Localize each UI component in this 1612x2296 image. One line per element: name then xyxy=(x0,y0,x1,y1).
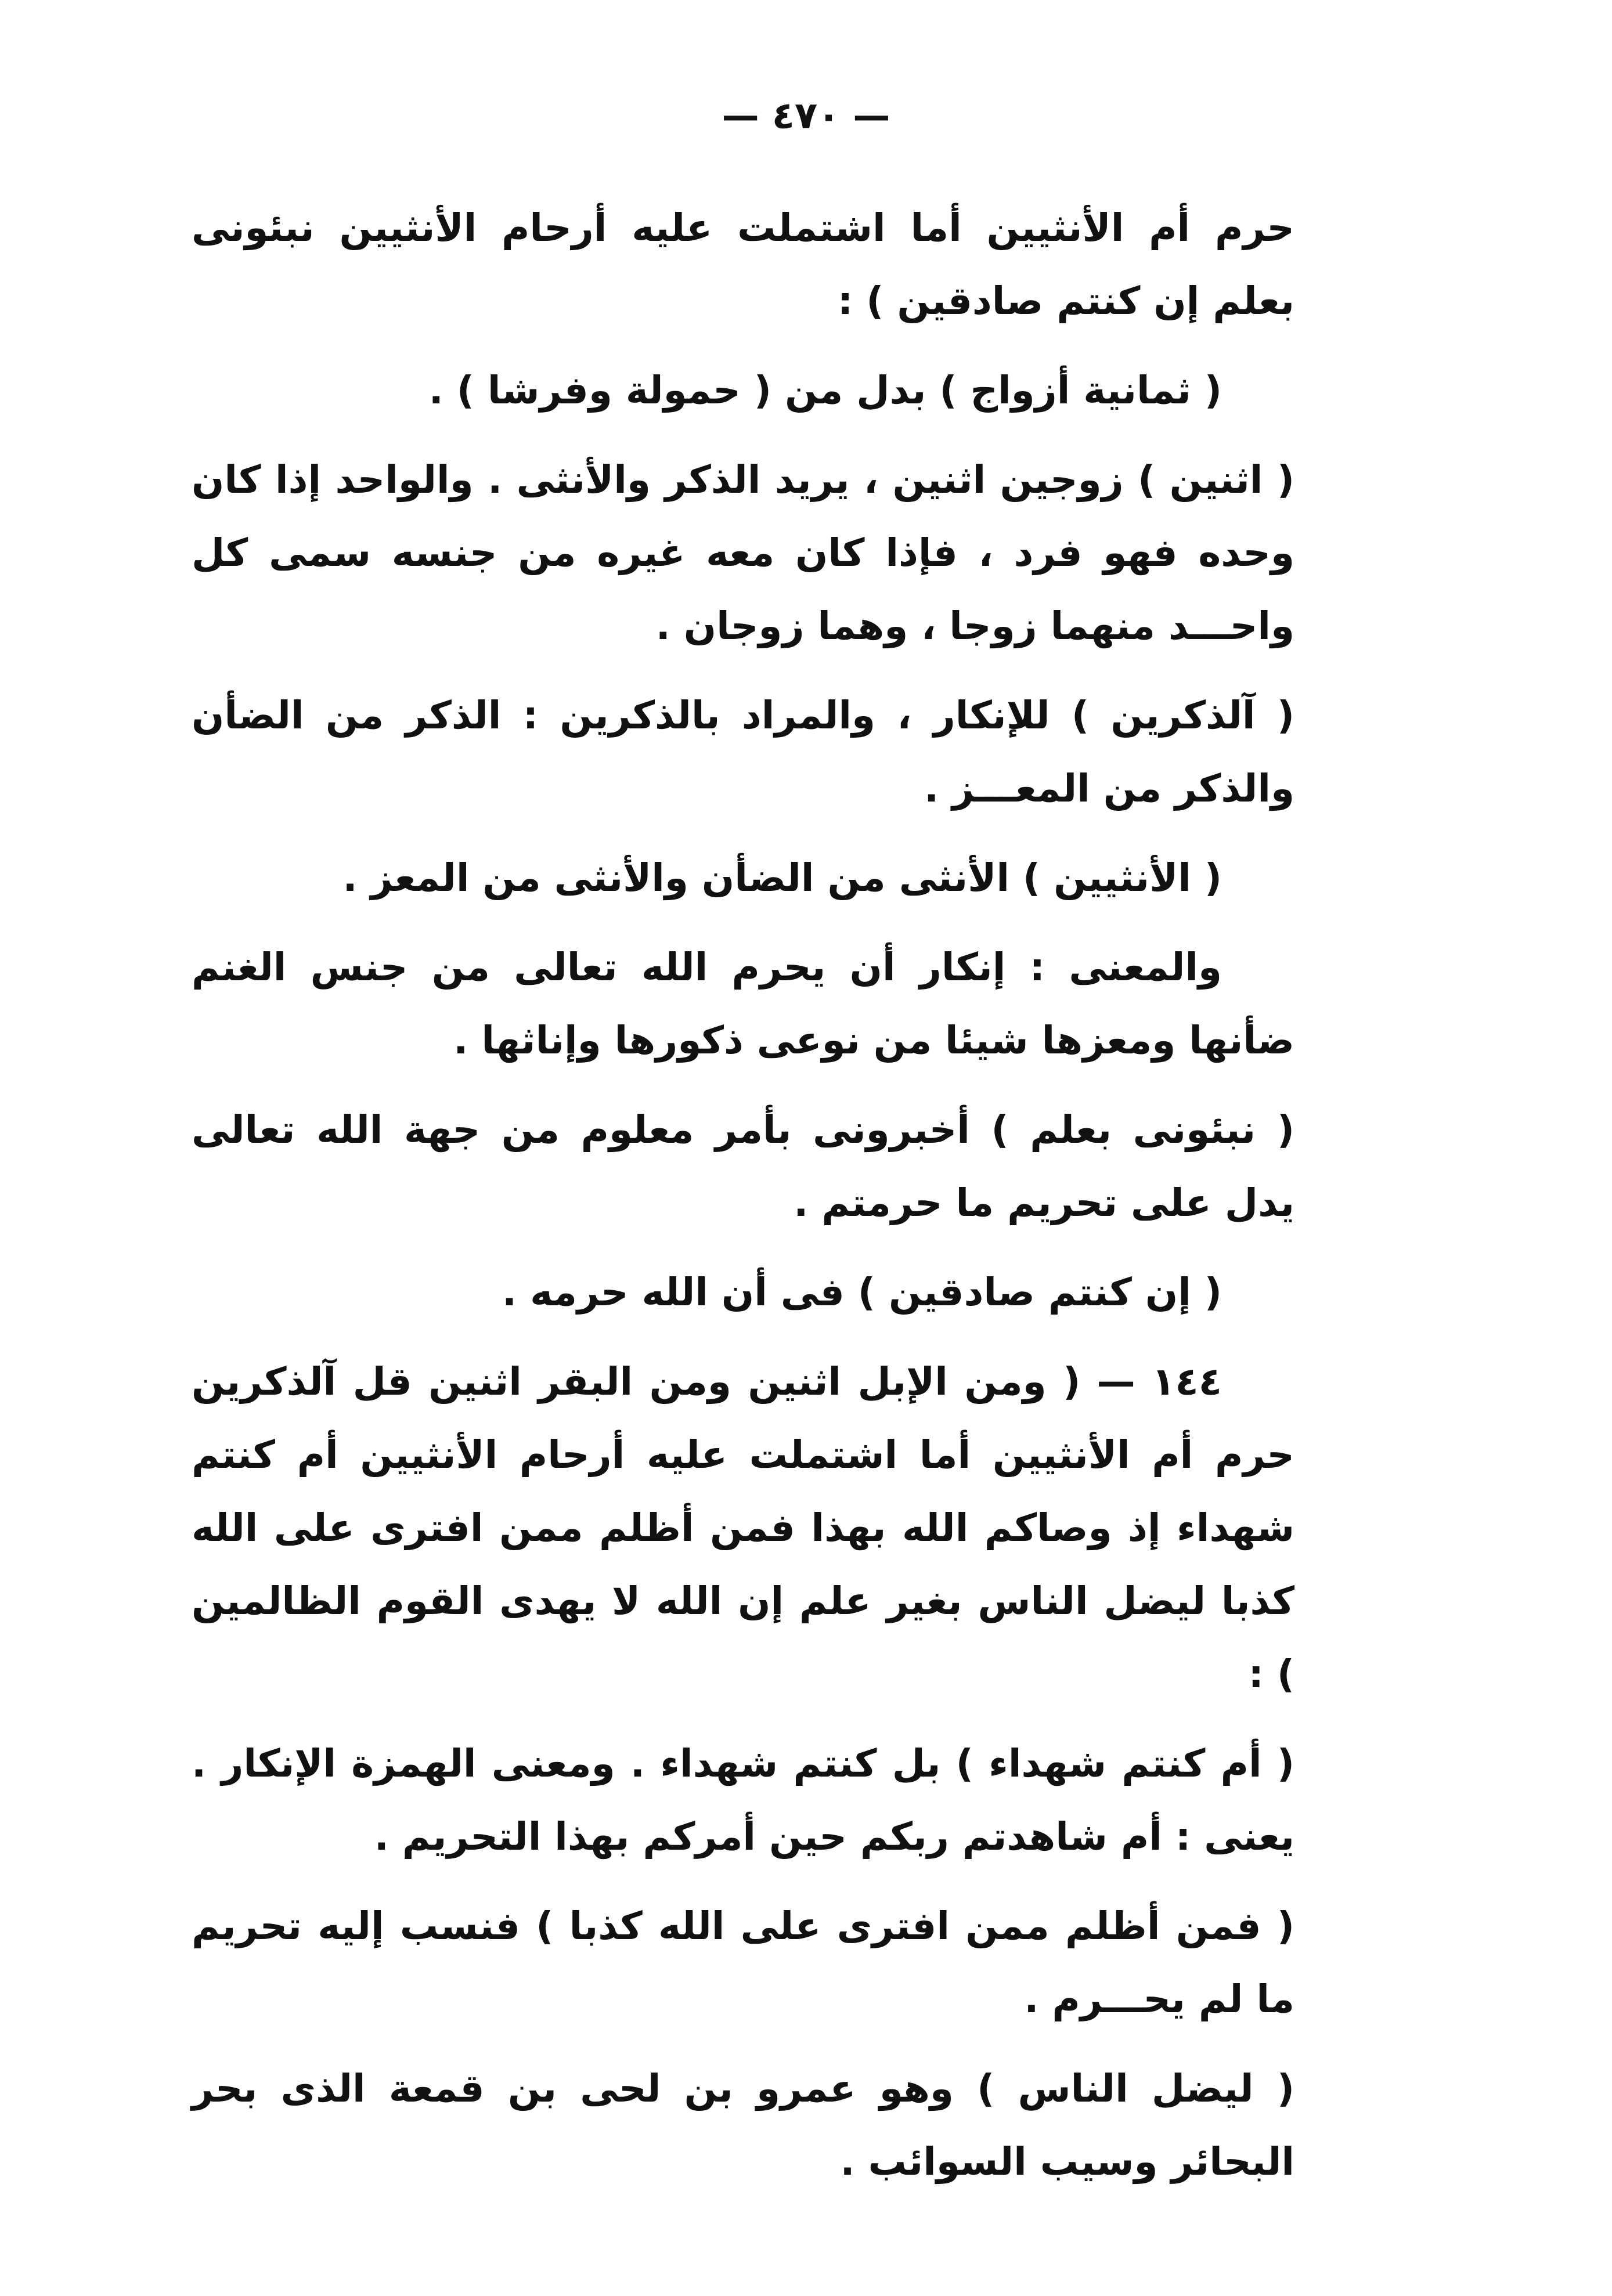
body-text xyxy=(192,192,1294,2215)
paragraph-9: ١٤٤ — ( ومن الإبل اثنين ومن البقر اثنين قل آلذكرين حرم أم الأنثيين أما اشتملت عليه أرحام الأنثيين أم كنتم شهداء إذ وصاكم الله بهذا فمن أظلم ممن افترى على الله كذبا ليضل الناس بغير علم إن الله لا يهدى القوم الظالمين ) : xyxy=(192,1359,1294,1696)
paragraph-12: ( ليضل الناس ) وهو عمرو بن لحى بن قمعة الذى بحر البحائر وسيب السوائب . xyxy=(192,2066,1294,2184)
page-number: — ٤٧٠ — xyxy=(722,95,890,138)
paragraph-2: ( ثمانية أزواج ) بدل من ( حمولة وفرشا ) . xyxy=(428,368,1222,413)
paragraph-1: حرم أم الأنثيين أما اشتملت عليه أرحام الأنثيين نبئونى بعلم إن كنتم صادقين ) : xyxy=(192,205,1294,323)
paragraph-3: ( اثنين ) زوجين اثنين ، يريد الذكر والأنثى . والواحد إذا كان وحده فهو فرد ، فإذا كان معه غيره من جنسه سمى كل واحـــد منهما زوجا ، وهما زوجان . xyxy=(192,457,1294,648)
paragraph-10: ( أم كنتم شهداء ) بل كنتم شهداء . ومعنى الهمزة الإنكار . يعنى : أم شاهدتم ربكم حين أمركم بهذا التحريم . xyxy=(192,1741,1294,1859)
paragraph-11: ( فمن أظلم ممن افترى على الله كذبا ) فنسب إليه تحريم ما لم يحـــرم . xyxy=(192,1904,1294,2021)
paragraph-4: ( آلذكرين ) للإنكار ، والمراد بالذكرين : الذكر من الضأن والذكر من المعـــز . xyxy=(192,693,1294,811)
paragraph-6: والمعنى : إنكار أن يحرم الله تعالى من جنس الغنم ضأنها ومعزها شيئا من نوعى ذكورها وإناثها . xyxy=(192,945,1294,1063)
paragraph-8: ( إن كنتم صادقين ) فى أن الله حرمه . xyxy=(502,1270,1222,1315)
paragraph-7: ( نبئونى بعلم ) أخبرونى بأمر معلوم من جهة الله تعالى يدل على تحريم ما حرمتم . xyxy=(192,1107,1294,1225)
paragraph-5: ( الأنثيين ) الأنثى من الضأن والأنثى من المعز . xyxy=(342,855,1222,900)
